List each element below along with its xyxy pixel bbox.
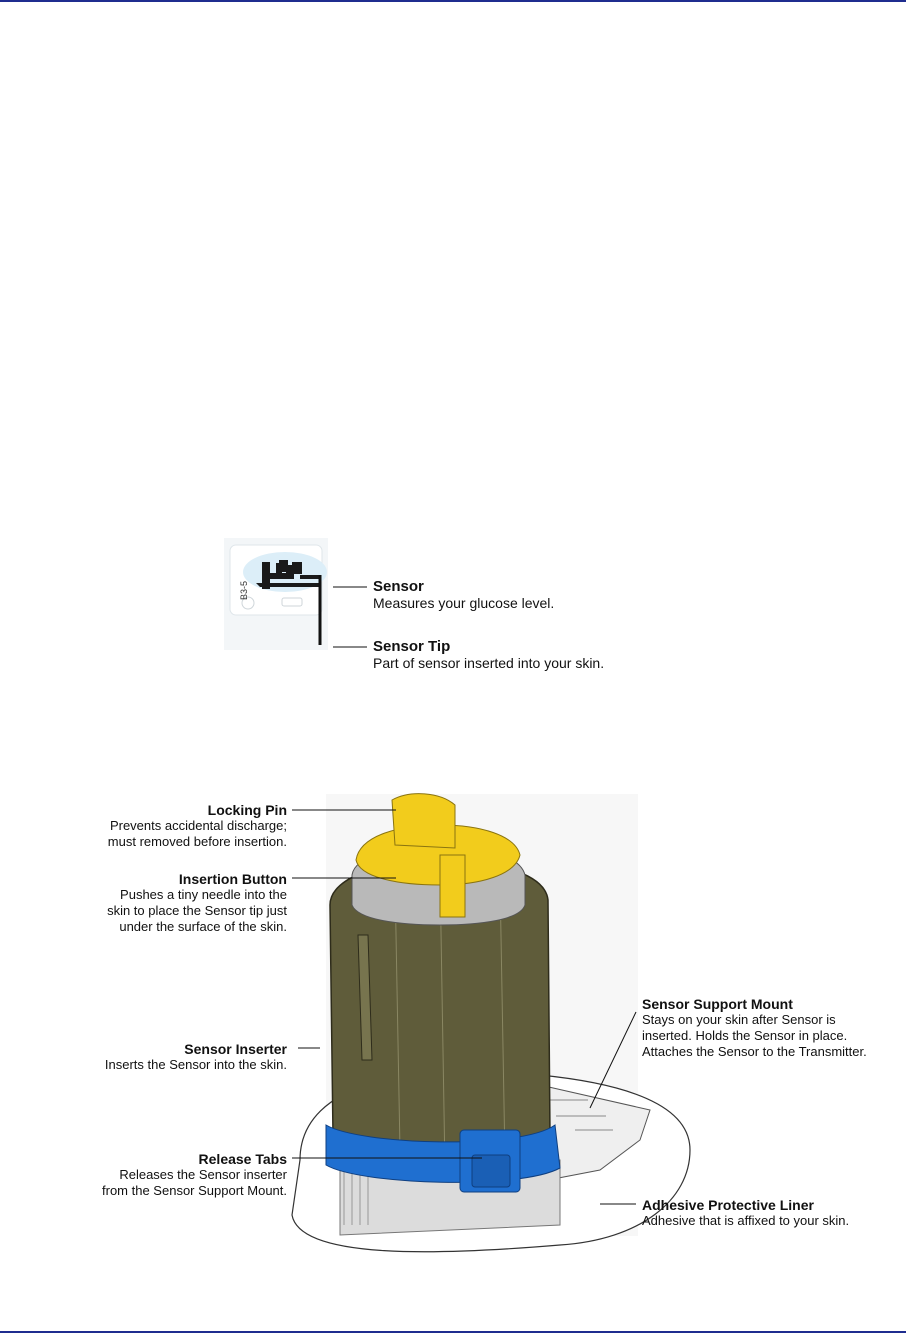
label-release-tabs-title: Release Tabs xyxy=(198,1151,287,1167)
label-sensor-title: Sensor xyxy=(373,578,424,595)
locking-pin-shape xyxy=(392,794,455,848)
label-sensor-tip-title: Sensor Tip xyxy=(373,638,451,655)
label-sensor-inserter-title: Sensor Inserter xyxy=(184,1041,287,1057)
label-sensor-support-mount-title: Sensor Support Mount xyxy=(642,996,793,1012)
bottom-rule xyxy=(0,1331,906,1333)
label-sensor xyxy=(373,579,554,611)
label-insertion-button xyxy=(60,871,287,935)
label-adhesive-liner-title: Adhesive Protective Liner xyxy=(642,1197,814,1213)
label-sensor-support-mount xyxy=(642,996,898,1060)
label-sensor-desc: Measures your glucose level. xyxy=(373,595,555,611)
label-locking-pin xyxy=(60,802,287,850)
label-sensor-inserter xyxy=(60,1041,287,1073)
label-locking-pin-title: Locking Pin xyxy=(207,802,287,818)
label-sensor-inserter-desc: Inserts the Sensor into the skin. xyxy=(104,1057,287,1072)
label-locking-pin-desc: Prevents accidental discharge; must removed before insertion. xyxy=(107,818,287,849)
label-release-tabs xyxy=(60,1151,287,1199)
label-adhesive-liner xyxy=(642,1197,898,1229)
sensor-code: B3-5 xyxy=(239,580,249,600)
label-insertion-button-title: Insertion Button xyxy=(178,871,287,887)
label-insertion-button-desc: Pushes a tiny needle into the skin to place the Sensor tip just under the surface of the skin. xyxy=(107,887,287,934)
label-adhesive-liner-desc: Adhesive that is affixed to your skin. xyxy=(642,1213,850,1228)
label-sensor-tip xyxy=(373,639,604,671)
label-release-tabs-desc: Releases the Sensor inserter from the Sensor Support Mount. xyxy=(102,1167,287,1198)
label-sensor-tip-desc: Part of sensor inserted into your skin. xyxy=(373,655,605,671)
label-sensor-support-mount-desc: Stays on your skin after Sensor is inserted. Holds the Sensor in place. Attaches the Sensor to the Transmitter. xyxy=(642,1012,867,1059)
